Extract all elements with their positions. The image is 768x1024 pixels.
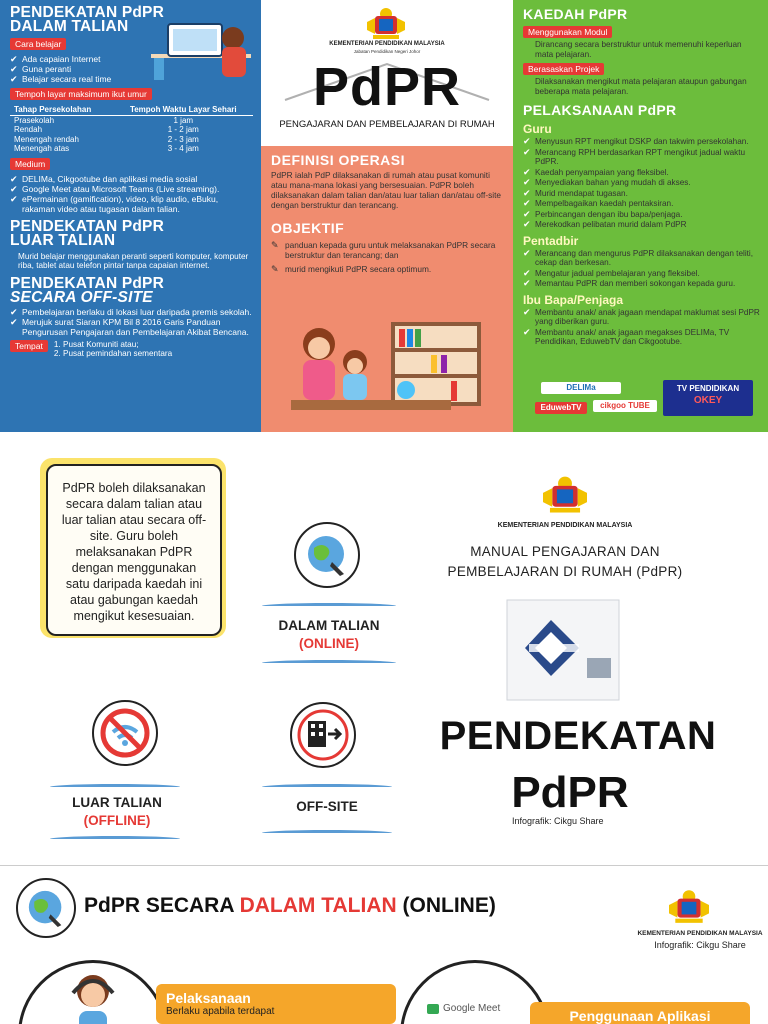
pentadbir-item: ✔ Merancang dan mengurus PdPR dilaksanakan dengan teliti, cekap dan berkesan.: [523, 249, 760, 268]
online-globe-icon: [294, 522, 360, 588]
online-section-title: [84, 894, 496, 918]
guru-item: ✔ Merekodkan pelibatan murid dalam PdPR: [523, 220, 760, 230]
heading-line-2: DALAM TALIAN: [10, 18, 129, 35]
pdpr-subtitle: PENGAJARAN DAN PEMBELAJARAN DI RUMAH: [279, 119, 495, 130]
heading-line-1: PENDEKATAN PdPR: [10, 4, 164, 21]
heading-off-site: [10, 274, 253, 306]
guru-item: ✔ Kaedah penyampaian yang fleksibel.: [523, 168, 760, 178]
manual-title-line: PEMBELAJARAN DI RUMAH (PdPR): [447, 564, 683, 579]
blue-column: [0, 0, 261, 432]
cara-item: ✔ Belajar secara real time: [10, 74, 253, 84]
heading-luar-talian: [10, 217, 253, 249]
title-part: PdPR SECARA: [84, 894, 240, 917]
luar-talian-text: Murid belajar menggunakan peranti seperti komputer, komputer riba, tablet atau telefon pintar tanpa capaian internet.: [18, 251, 249, 270]
pentadbir-item: ✔ Mengatur jadual pembelajaran yang fleksibel.: [523, 269, 760, 279]
top-infographic: [0, 0, 768, 432]
cara-belajar-pill: Cara belajar: [10, 38, 66, 50]
malaysia-crest-icon: [537, 472, 593, 516]
aplikasi-tag: [530, 1002, 750, 1024]
manual-book-cover: [505, 598, 621, 702]
okey-label: OKEY: [693, 395, 723, 406]
swoosh-line: [50, 836, 180, 842]
kpm-label: KEMENTERIAN PENDIDIKAN MALAYSIA: [497, 522, 633, 529]
guru-heading: Guru: [523, 122, 552, 136]
pentadbir-item: ✔ Memantau PdPR dan memberi sokongan kepada guru.: [523, 279, 760, 289]
online-text: (ONLINE): [299, 636, 359, 651]
swoosh-line: [262, 603, 396, 609]
off-site-item: ✔ Pembelajaran berlaku di lokasi luar daripada premis sekolah.: [10, 307, 253, 317]
ibu-bapa-item: ✔ Membantu anak/ anak jagaan mendapat maklumat sesi PdPR yang diberikan guru.: [523, 308, 760, 327]
definisi-heading: DEFINISI OPERASI: [271, 152, 406, 168]
note-card: [40, 458, 226, 638]
table-cell: Menengah rendah: [14, 134, 79, 144]
pelaksanaan-label: Pelaksanaan: [166, 990, 251, 1006]
kpm-label: KEMENTERIAN PENDIDIKAN MALAYSIA: [637, 930, 763, 937]
table-row: [10, 144, 253, 154]
heading-line-1: PENDEKATAN PdPR: [10, 217, 164, 235]
table-row: [10, 115, 253, 125]
table-cell: Prasekolah: [14, 115, 55, 125]
title-part: (ONLINE): [396, 894, 496, 917]
note-text: PdPR boleh dilaksanakan secara dalam talian atau luar talian atau secara off-site. Guru boleh melaksanakan PdPR dengan menggunakan satu daripada kaedah ini atau gabungan kaedah mengikut kesesuaian.: [46, 464, 222, 636]
guru-item: ✔ Merancang RPH berdasarkan RPT mengikut jadual waktu PdPR.: [523, 148, 760, 167]
guru-item: ✔ Menyediakan bahan yang mudah di akses.: [523, 178, 760, 188]
middle-column: [261, 0, 513, 432]
pentadbir-heading: Pentadbir: [523, 233, 579, 248]
ibu-bapa-item: ✔ Membantu anak/ anak jagaan megakses DELIMa, TV Pendidikan, EduwebTV dan Cikgootube.: [523, 328, 760, 347]
green-column: [513, 0, 768, 432]
approach-section: [0, 432, 768, 866]
tempat-pill: Tempat: [10, 340, 48, 352]
online-globe-icon: [16, 878, 76, 938]
medium-item: ✔ DELIMa, Cikgootube dan aplikasi media sosial: [10, 174, 253, 184]
medium-pill: Medium: [10, 158, 50, 170]
medium-item: ✔ ePermainan (gamification), video, klip audio, eBuku, rakaman video atau tugasan dalam talian.: [10, 194, 253, 214]
online-section: [0, 866, 768, 1024]
guru-item: ✔ Murid mendapat tugasan.: [523, 189, 760, 199]
tempoh-pill: Tempoh layar maksimum ikut umur: [10, 88, 152, 100]
tv-pendidikan-label: TV PENDIDIKAN: [676, 384, 740, 393]
table-cell: Menengah atas: [14, 144, 70, 153]
guru-item: ✔ Perbincangan dengan ibu bapa/penjaga.: [523, 210, 760, 220]
mother-child-bookshelf-illustration: [281, 314, 491, 426]
heading-line-2: LUAR TALIAN: [10, 231, 116, 249]
eduwebtv-logo: EduwebTV: [535, 402, 587, 414]
malaysia-crest-icon: [664, 886, 714, 926]
delima-logo: DELIMa: [541, 382, 621, 394]
table-cell: Rendah: [14, 125, 43, 134]
google-meet-icon: [427, 1004, 439, 1014]
google-meet-label: [427, 1003, 500, 1014]
swoosh-line: [50, 784, 180, 790]
off-site-item: ✔ Merujuk surat Siaran KPM Bil 8 2016 Garis Panduan Pengurusan Pengajaran dan Pembelajaran Akibat Bencana.: [10, 317, 253, 337]
objektif-heading: OBJEKTIF: [271, 220, 345, 236]
kpm-label: KEMENTERIAN PENDIDIKAN MALAYSIA: [329, 41, 445, 47]
guru-item: ✔ Menyusun RPT mengikut DSKP dan takwim persekolahan.: [523, 137, 760, 147]
screen-time-table: [10, 105, 253, 154]
pelaksanaan-text: Berlaku apabila terdapat: [166, 1006, 275, 1017]
table-cell: 1 jam: [173, 115, 194, 125]
swoosh-line: [262, 784, 392, 790]
swoosh-line: [262, 830, 392, 836]
off-site-label: OFF-SITE: [296, 799, 358, 814]
jpn-label: Jabatan Pendidikan Negeri Johor: [353, 49, 421, 54]
medium-item: ✔ Google Meet atau Microsoft Teams (Live streaming).: [10, 184, 253, 194]
table-row: [10, 135, 253, 145]
table-cell: 1 - 2 jam: [167, 125, 199, 134]
tempat-item: 1. Pusat Komuniti atau;: [53, 339, 139, 349]
kaedah-heading: KAEDAH PdPR: [523, 6, 628, 22]
manual-title: [430, 542, 700, 582]
title-red-part: DALAM TALIAN: [239, 894, 397, 917]
table-cell: 2 - 3 jam: [167, 134, 199, 144]
definisi-text: PdPR ialah PdP dilaksanakan di rumah atau pusat komuniti atau mana-mana lokasi yang bersesuaian. PdPR boleh dilaksanakan dalam talian dan/atau luar talian dan/atau off-site dengan berstruktur dan terancang.: [271, 170, 502, 210]
aplikasi-circle: [400, 960, 550, 1024]
dalam-talian-label: [254, 617, 404, 653]
table-cell: 3 - 4 jam: [167, 144, 199, 153]
offline-wifi-icon: [92, 700, 158, 766]
luar-talian-text: LUAR TALIAN: [72, 795, 162, 810]
pelaksanaan-circle: [18, 960, 168, 1024]
objektif-item: ✎ panduan kepada guru untuk melaksanakan PdPR secara berstruktur dan terancang; dan: [271, 240, 503, 260]
projek-pill: Berasaskan Projek: [523, 63, 604, 75]
swoosh-line: [262, 660, 396, 666]
guru-item: ✔ Mempelbagaikan kaedah pentaksiran.: [523, 199, 760, 209]
cara-item: ✔ Ada capaian Internet: [10, 54, 253, 64]
manual-title-line: MANUAL PENGAJARAN DAN: [470, 544, 660, 559]
pendekatan-heading: PENDEKATAN: [439, 714, 717, 758]
modul-pill: Menggunakan Modul: [523, 26, 612, 38]
tv-pendidikan-logo: [663, 380, 753, 416]
malaysia-crest-icon: [363, 4, 409, 42]
heading-line-1: PENDEKATAN PdPR: [10, 274, 164, 292]
definition-panel: [261, 146, 513, 432]
aplikasi-label: Penggunaan Aplikasi: [569, 1008, 711, 1024]
dalam-talian-text: DALAM TALIAN: [278, 618, 380, 633]
table-row: [10, 125, 253, 135]
tempat-item: 2. Pusat pemindahan sementara: [53, 349, 173, 358]
pelaksanaan-tag: [156, 984, 396, 1024]
modul-text: Dirancang secara berstruktur untuk memenuhi keperluan mata pelajaran.: [535, 40, 742, 59]
pelaksanaan-heading: PELAKSANAAN PdPR: [523, 102, 677, 118]
table-header: Tahap Persekolahan: [10, 105, 114, 115]
google-meet-text: Google Meet: [443, 1003, 501, 1014]
ibu-bapa-heading: Ibu Bapa/Penjaga: [523, 292, 624, 307]
luar-talian-label: [44, 794, 190, 830]
projek-text: Dilaksanakan mengikut mata pelajaran ataupun gabungan beberapa mata pelajaran.: [535, 77, 747, 96]
pdpr-heading: PdPR: [511, 768, 629, 817]
credit-label: Infografik: Cikgu Share: [512, 816, 604, 826]
cikgootube-logo: cikgoo TUBE: [593, 400, 657, 412]
heading-line-2: SECARA OFF-SITE: [10, 288, 153, 306]
credit-label: Infografik: Cikgu Share: [654, 940, 746, 950]
off-site-building-icon: [290, 702, 356, 768]
cara-item: ✔ Guna peranti: [10, 64, 253, 74]
objektif-item: ✎ murid mengikuti PdPR secara optimum.: [271, 264, 503, 274]
pdpr-title: PdPR: [312, 57, 462, 117]
table-header: Tempoh Waktu Layar Sehari: [114, 105, 253, 115]
title-area: [261, 0, 513, 150]
offline-text: (OFFLINE): [83, 813, 151, 828]
